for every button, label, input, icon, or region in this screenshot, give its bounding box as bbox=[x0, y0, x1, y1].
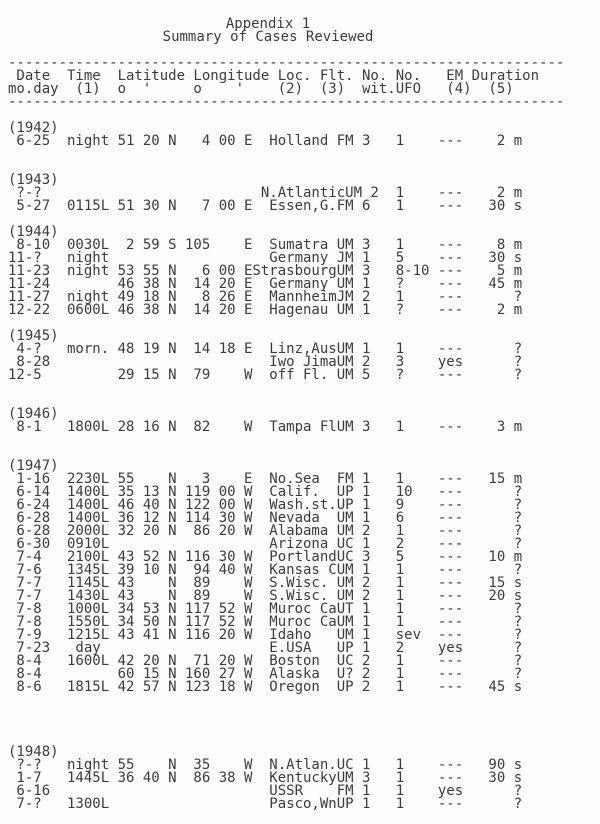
case-row: 6-30 0910L Arizona UC 1 2 --- ? bbox=[8, 536, 523, 552]
case-row: 6-16 USSR FM 1 1 yes ? bbox=[8, 783, 523, 799]
case-row: 7-7 1430L 43 N 89 W S.Wisc. UM 2 1 --- 20 s bbox=[8, 588, 523, 604]
case-row: 8-4 60 15 N 160 27 W Alaska U? 2 1 --- ? bbox=[8, 666, 523, 682]
case-row: 6-28 2000L 32 20 N 86 20 W Alabama UM 2 1 --- ? bbox=[8, 523, 523, 539]
case-row: 12-5 29 15 N 79 W off Fl. UM 5 ? --- ? bbox=[8, 367, 523, 383]
case-row: 7-9 1215L 43 41 N 116 20 W Idaho UM 1 sev --- ? bbox=[8, 627, 523, 643]
blank-line bbox=[8, 109, 600, 122]
case-row: 8-4 1600L 42 20 N 71 20 W Boston UC 2 1 --- ? bbox=[8, 653, 523, 669]
case-row: 7-7 1145L 43 N 89 W S.Wisc. UM 2 1 --- 15 s bbox=[8, 575, 523, 591]
case-row: 4-? morn. 48 19 N 14 18 E Linz,AusUM 1 1 --- ? bbox=[8, 341, 523, 357]
case-row: 7-? 1300L Pasco,WnUP 1 1 --- ? bbox=[8, 796, 523, 812]
case-row: 1-16 2230L 55 N 3 E No.Sea FM 1 1 --- 15 m bbox=[8, 471, 523, 487]
year-label: (1944) bbox=[8, 224, 59, 240]
document-body bbox=[8, 57, 600, 811]
case-row: 8-10 0030L 2 59 S 105 E Sumatra UM 3 1 --- 8 m bbox=[8, 237, 523, 253]
blank-line bbox=[8, 382, 600, 395]
case-row: 7-8 1000L 34 53 N 117 52 W Muroc CaUT 1 1 --- ? bbox=[8, 601, 523, 617]
year-label: (1943) bbox=[8, 172, 59, 188]
case-row: 11-27 night 49 18 N 8 26 E MannheimJM 2 1 --- ? bbox=[8, 289, 523, 305]
table-header-line-2: mo.day (1) o ' o ' (2) (3) wit.UFO (4) (5) bbox=[8, 81, 514, 97]
case-row: 8-28 Iwo JimaUM 2 3 yes ? bbox=[8, 354, 523, 370]
case-row: 8-1 1800L 28 16 N 82 W Tampa FlUM 3 1 --- 3 m bbox=[8, 419, 523, 435]
year-label: (1946) bbox=[8, 406, 59, 422]
blank-line bbox=[8, 317, 600, 330]
case-row: ?-? N.AtlanticUM 2 1 --- 2 m bbox=[8, 185, 523, 201]
case-row: 6-24 1400L 46 40 N 122 00 W Wash.st.UP 1 9 --- ? bbox=[8, 497, 523, 513]
blank-line bbox=[8, 694, 600, 707]
blank-line bbox=[8, 720, 600, 733]
year-label: (1948) bbox=[8, 744, 59, 760]
case-row: 6-25 night 51 20 N 4 00 E Holland FM 3 1 --- 2 m bbox=[8, 133, 523, 149]
case-row: 6-14 1400L 35 13 N 119 00 W Calif. UP 1 10 --- ? bbox=[8, 484, 523, 500]
case-row: 11-24 46 38 N 14 20 E Germany UM 1 ? --- 45 m bbox=[8, 276, 523, 292]
blank-line bbox=[8, 707, 600, 720]
case-row: 12-22 0600L 46 38 N 14 20 E Hagenau UM 1 ? --- 2 m bbox=[8, 302, 523, 318]
case-row: 5-27 0115L 51 30 N 7 00 E Essen,G.FM 6 1 --- 30 s bbox=[8, 198, 523, 214]
blank-line bbox=[8, 213, 600, 226]
case-row: 7-8 1550L 34 50 N 117 52 W Muroc CaUM 1 1 --- ? bbox=[8, 614, 523, 630]
year-label: (1947) bbox=[8, 458, 59, 474]
blank-line bbox=[8, 148, 600, 161]
blank-line bbox=[8, 434, 600, 447]
blank-line bbox=[8, 161, 600, 174]
case-row: 7-23 day E.USA UP 1 2 yes ? bbox=[8, 640, 523, 656]
blank-line bbox=[8, 447, 600, 460]
case-row: 7-4 2100L 43 52 N 116 30 W PortlandUC 3 5 --- 10 m bbox=[8, 549, 523, 565]
case-row: 11-23 night 53 55 N 6 00 EStrasbourgUM 3 8-10 --- 5 m bbox=[8, 263, 523, 279]
year-label: (1945) bbox=[8, 328, 59, 344]
blank-line bbox=[8, 395, 600, 408]
case-row: 11-? night Germany JM 1 5 --- 30 s bbox=[8, 250, 523, 266]
case-row: ?-? night 55 N 35 W N.Atlan.UC 1 1 --- 90 s bbox=[8, 757, 523, 773]
table-header-line-1: Date Time Latitude Longitude Loc. Flt. No. No. EM Duration bbox=[8, 68, 540, 84]
document-subtitle: Summary of Cases Reviewed bbox=[162, 29, 374, 45]
case-row: 7-6 1345L 39 10 N 94 40 W Kansas CUM 1 1 --- ? bbox=[8, 562, 523, 578]
document-title-block bbox=[8, 18, 528, 44]
separator-line: ------------------------------------------------------------------ bbox=[8, 55, 565, 71]
case-row: 6-28 1400L 36 12 N 114 30 W Nevada UM 1 6 --- ? bbox=[8, 510, 523, 526]
blank-line bbox=[8, 733, 600, 746]
appendix-title: Appendix 1 bbox=[225, 16, 311, 32]
separator-line: ------------------------------------------------------------------ bbox=[8, 94, 565, 110]
year-label: (1942) bbox=[8, 120, 59, 136]
case-row: 1-7 1445L 36 40 N 86 38 W KentuckyUM 3 1 --- 30 s bbox=[8, 770, 523, 786]
case-row: 8-6 1815L 42 57 N 123 18 W Oregon UP 2 1 --- 45 s bbox=[8, 679, 523, 695]
